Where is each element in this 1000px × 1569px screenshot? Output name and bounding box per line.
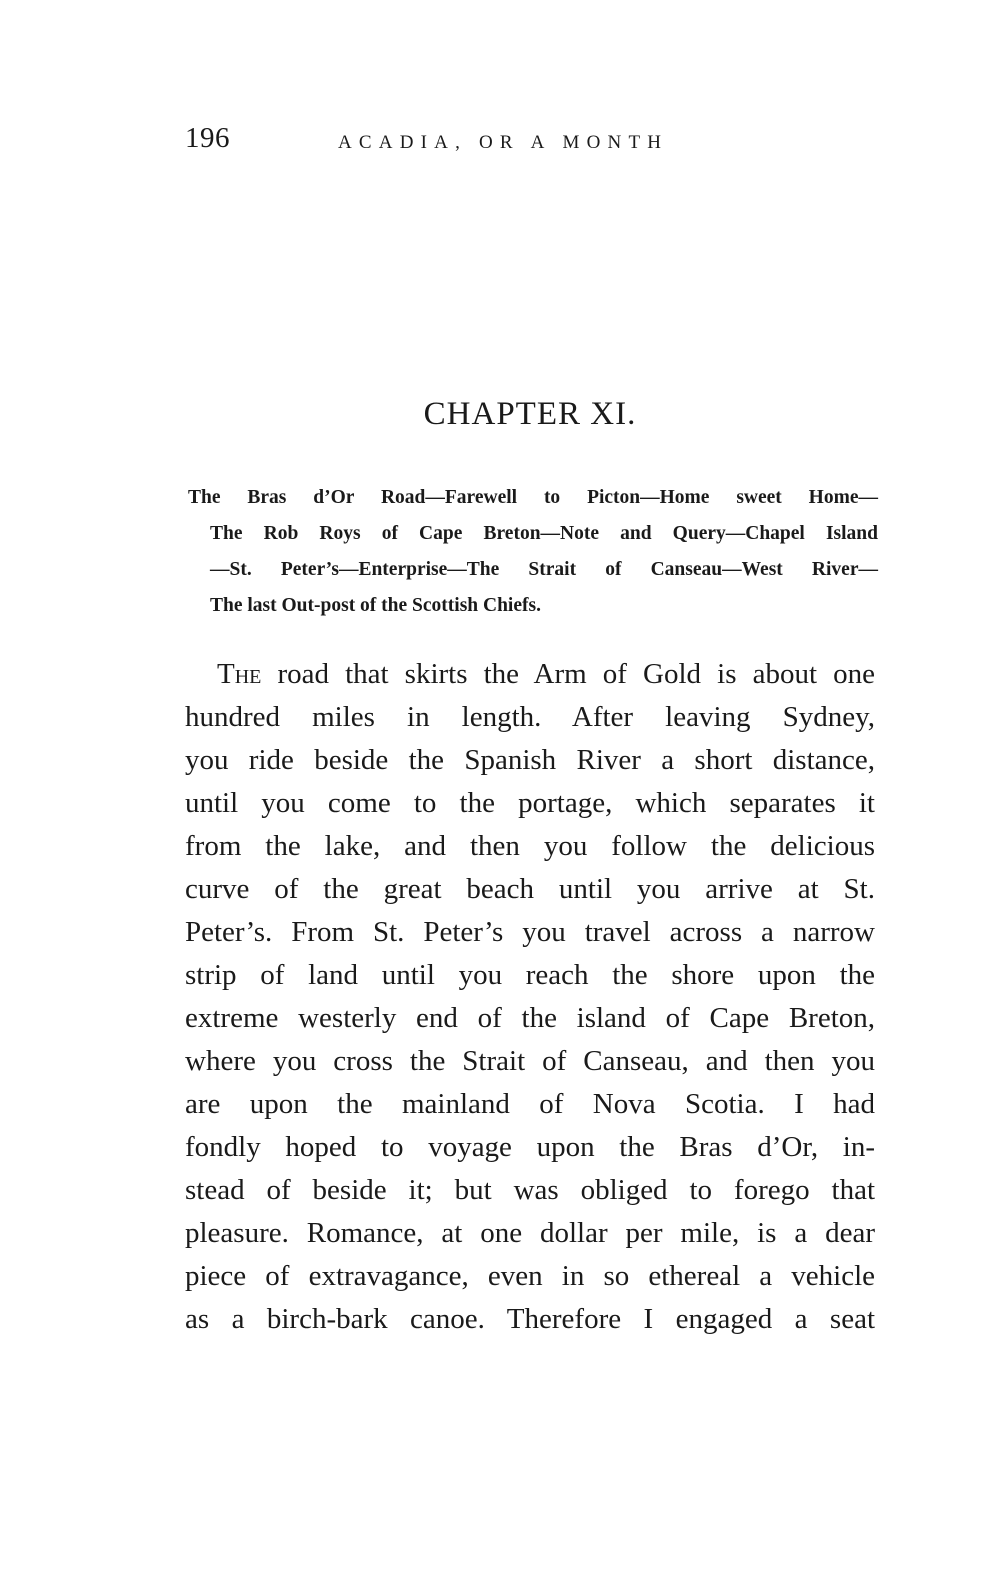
body-line: fondly hoped to voyage upon the Bras d’Or, in-: [185, 1131, 875, 1163]
body-line: from the lake, and then you follow the delicious: [185, 830, 875, 862]
body-line: stead of beside it; but was obliged to forego that: [185, 1174, 875, 1206]
body-line: you ride beside the Spanish River a short distance,: [185, 744, 875, 776]
chapter-synopsis: [188, 480, 878, 624]
chapter-title: CHAPTER XI.: [423, 396, 637, 432]
first-line-text: road that skirts the Arm of Gold is about one: [261, 658, 875, 690]
body-line: until you come to the portage, which separates it: [185, 787, 875, 819]
body-line: as a birch-bark canoe. Therefore I engaged a seat: [185, 1303, 875, 1335]
body-line: extreme westerly end of the island of Cape Breton,: [185, 1002, 875, 1034]
body-line: hundred miles in length. After leaving Sydney,: [185, 701, 875, 733]
body-paragraph: [185, 653, 875, 1341]
synopsis-line: The Rob Roys of Cape Breton—Note and Query—Chapel Island: [210, 523, 878, 544]
synopsis-line: The last Out-post of the Scottish Chiefs.: [210, 595, 541, 616]
body-line: curve of the great beach until you arrive at St.: [185, 873, 875, 905]
drop-word: The: [217, 658, 262, 690]
page-number: 196: [185, 122, 230, 154]
body-line: piece of extravagance, even in so ethereal a vehicle: [185, 1260, 875, 1292]
body-line: Peter’s. From St. Peter’s you travel across a narrow: [185, 916, 875, 948]
synopsis-line: The Bras d’Or Road—Farewell to Picton—Home sweet Home—: [188, 487, 878, 508]
running-head: [185, 122, 885, 162]
body-line: pleasure. Romance, at one dollar per mile, is a dear: [185, 1217, 875, 1249]
body-line: [185, 653, 875, 696]
body-line: where you cross the Strait of Canseau, and then you: [185, 1045, 875, 1077]
running-title: ACADIA, OR A MONTH: [338, 132, 669, 153]
body-line: are upon the mainland of Nova Scotia. I had: [185, 1088, 875, 1120]
synopsis-line: —St. Peter’s—Enterprise—The Strait of Canseau—West River—: [210, 559, 878, 580]
body-line: strip of land until you reach the shore upon the: [185, 959, 875, 991]
